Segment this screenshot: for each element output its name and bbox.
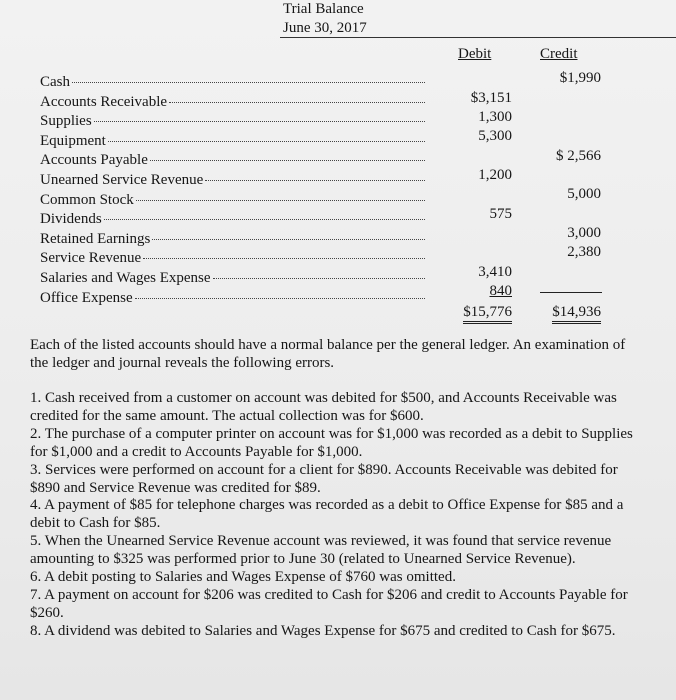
account-name: Accounts Payable: [40, 152, 148, 169]
leader-dots: [136, 200, 425, 201]
credit-amount: 3,000: [567, 225, 601, 241]
credit-amount: 2,380: [567, 244, 601, 260]
leader-dots: [205, 180, 425, 181]
statement-date: June 30, 2017: [283, 20, 367, 36]
error-item: 7. A payment on account for $206 was credited to Cash for $206 and credit to Accounts Payable for $260.: [30, 586, 628, 621]
debit-total: $15,776: [463, 305, 512, 324]
leader-dots: [108, 141, 425, 142]
account-row: [40, 172, 425, 192]
debit-amount: 840: [489, 283, 512, 299]
header-rule: [280, 37, 676, 38]
page-title: Trial Balance: [283, 1, 364, 17]
credit-total-rule: [540, 292, 602, 293]
leader-dots: [72, 82, 425, 83]
leader-dots: [104, 219, 425, 220]
credit-column-header: Credit: [540, 46, 578, 62]
account-name: Common Stock: [40, 191, 134, 208]
account-name: Unearned Service Revenue: [40, 171, 204, 188]
account-row: [40, 211, 425, 231]
account-name: Office Expense: [40, 289, 133, 306]
account-row: [40, 133, 425, 153]
error-item: 1. Cash received from a customer on account was debited for $500, and Accounts Receivable was credited for the same amount. The actual collection was for $600.: [30, 390, 617, 424]
credit-amount: $ 2,566: [556, 148, 601, 164]
leader-dots: [152, 239, 425, 240]
leader-dots: [213, 278, 425, 279]
account-row: [40, 113, 425, 133]
error-list: [30, 390, 640, 641]
account-name: Supplies: [40, 113, 92, 130]
debit-amount: $3,151: [470, 90, 512, 106]
account-row: [40, 231, 425, 251]
debit-amount: 5,300: [478, 128, 512, 144]
account-name: Service Revenue: [40, 250, 142, 267]
trial-balance-header: [283, 0, 367, 38]
account-row: [40, 94, 425, 114]
debit-amount: 1,300: [478, 109, 512, 125]
account-name: Retained Earnings: [40, 230, 151, 247]
intro-paragraph: Each of the listed accounts should have a normal balance per the general ledger. An examination of the ledger and journal reveals the following errors.: [30, 337, 626, 371]
debit-column-header: Debit: [458, 46, 492, 62]
credit-total: $14,936: [552, 305, 601, 324]
debit-amount: 1,200: [478, 167, 512, 183]
account-name: Equipment: [40, 132, 106, 149]
account-list: [40, 74, 425, 309]
leader-dots: [94, 121, 425, 122]
error-item: 3. Services were performed on account for a client for $890. Accounts Receivable was debited for $890 and Service Revenue was credited for $89.: [30, 461, 618, 496]
leader-dots: [169, 102, 425, 103]
credit-amount: 5,000: [567, 186, 601, 202]
credit-amount: $1,990: [559, 70, 601, 86]
account-row: [40, 152, 425, 172]
account-name: Cash: [40, 74, 70, 90]
error-item: 2. The purchase of a computer printer on account was for $1,000 was recorded as a debit to Supplies for $1,000 and a credit to Accounts Payable for $1,000.: [30, 425, 633, 460]
debit-amount: 3,410: [478, 264, 512, 280]
debit-amount: 575: [489, 206, 512, 222]
account-row: [40, 192, 425, 212]
error-item: 5. When the Unearned Service Revenue account was reviewed, it was found that service revenue amounting to $325 was performed prior to June 30 (related to Unearned Service Revenue).: [30, 533, 612, 568]
account-row: [40, 74, 425, 94]
account-name: Accounts Receivable: [40, 93, 168, 110]
account-row: [40, 250, 425, 270]
error-item: 8. A dividend was debited to Salaries and Wages Expense for $675 and credited to Cash for $675.: [30, 622, 616, 639]
leader-dots: [150, 160, 425, 161]
leader-dots: [143, 258, 425, 259]
error-item: 4. A payment of $85 for telephone charges was recorded as a debit to Office Expense for $85 and a debit to Cash for $85.: [30, 497, 624, 532]
account-name: Dividends: [40, 211, 102, 228]
account-name: Salaries and Wages Expense: [40, 269, 211, 286]
error-item: 6. A debit posting to Salaries and Wages Expense of $760 was omitted.: [30, 569, 456, 586]
account-row: [40, 290, 425, 310]
leader-dots: [135, 298, 425, 299]
account-row: [40, 270, 425, 290]
